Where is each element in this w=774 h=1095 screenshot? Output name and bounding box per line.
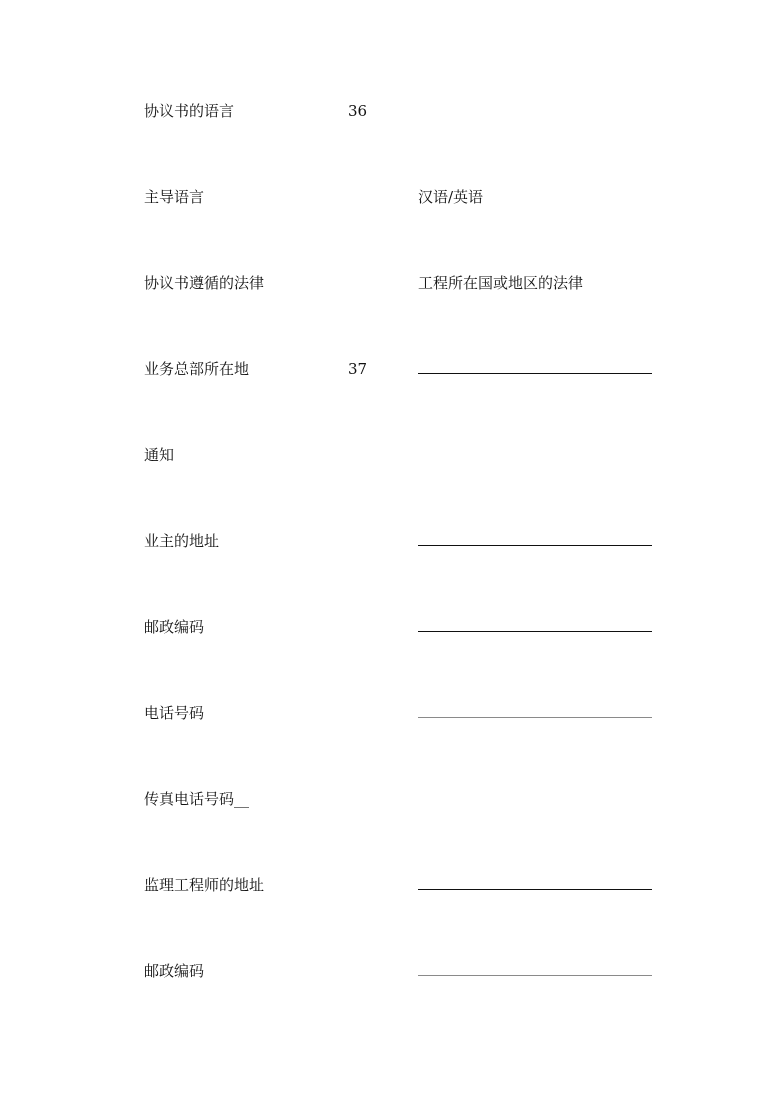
row-notices: [0, 445, 774, 469]
fill-in-blank-line: [418, 975, 652, 976]
row-label: 协议书的语言: [144, 102, 235, 120]
clause-number: 36: [348, 102, 368, 120]
row-fax: [0, 789, 774, 813]
fill-in-blank-line: [418, 717, 652, 718]
row-label: 业务总部所在地: [144, 360, 250, 378]
row-value: 工程所在国或地区的法律: [418, 274, 584, 292]
row-governing-law: [0, 273, 774, 297]
row-employer-postcode: [0, 617, 774, 641]
row-label: 邮政编码: [144, 618, 205, 636]
row-engineer-postcode: [0, 961, 774, 985]
row-telephone: [0, 703, 774, 727]
row-ruling-language: [0, 187, 774, 211]
fill-in-blank-line: [418, 631, 652, 632]
row-engineer-address: [0, 875, 774, 899]
row-label: 邮政编码: [144, 962, 205, 980]
row-label: 主导语言: [144, 188, 205, 206]
row-label: 电话号码: [144, 704, 205, 722]
fill-in-blank-line: [418, 373, 652, 374]
fill-in-blank-line: [418, 545, 652, 546]
clause-number: 37: [348, 360, 368, 378]
row-label: 传真电话号码__: [144, 790, 250, 808]
row-label: 监理工程师的地址: [144, 876, 265, 894]
row-label: 业主的地址: [144, 532, 220, 550]
row-agreement-language: [0, 101, 774, 125]
row-label: 协议书遵循的法律: [144, 274, 265, 292]
row-employer-address: [0, 531, 774, 555]
row-label: 通知: [144, 446, 175, 464]
row-value: 汉语/英语: [418, 188, 484, 206]
fill-in-blank-line: [418, 889, 652, 890]
row-headquarters-location: [0, 359, 774, 383]
